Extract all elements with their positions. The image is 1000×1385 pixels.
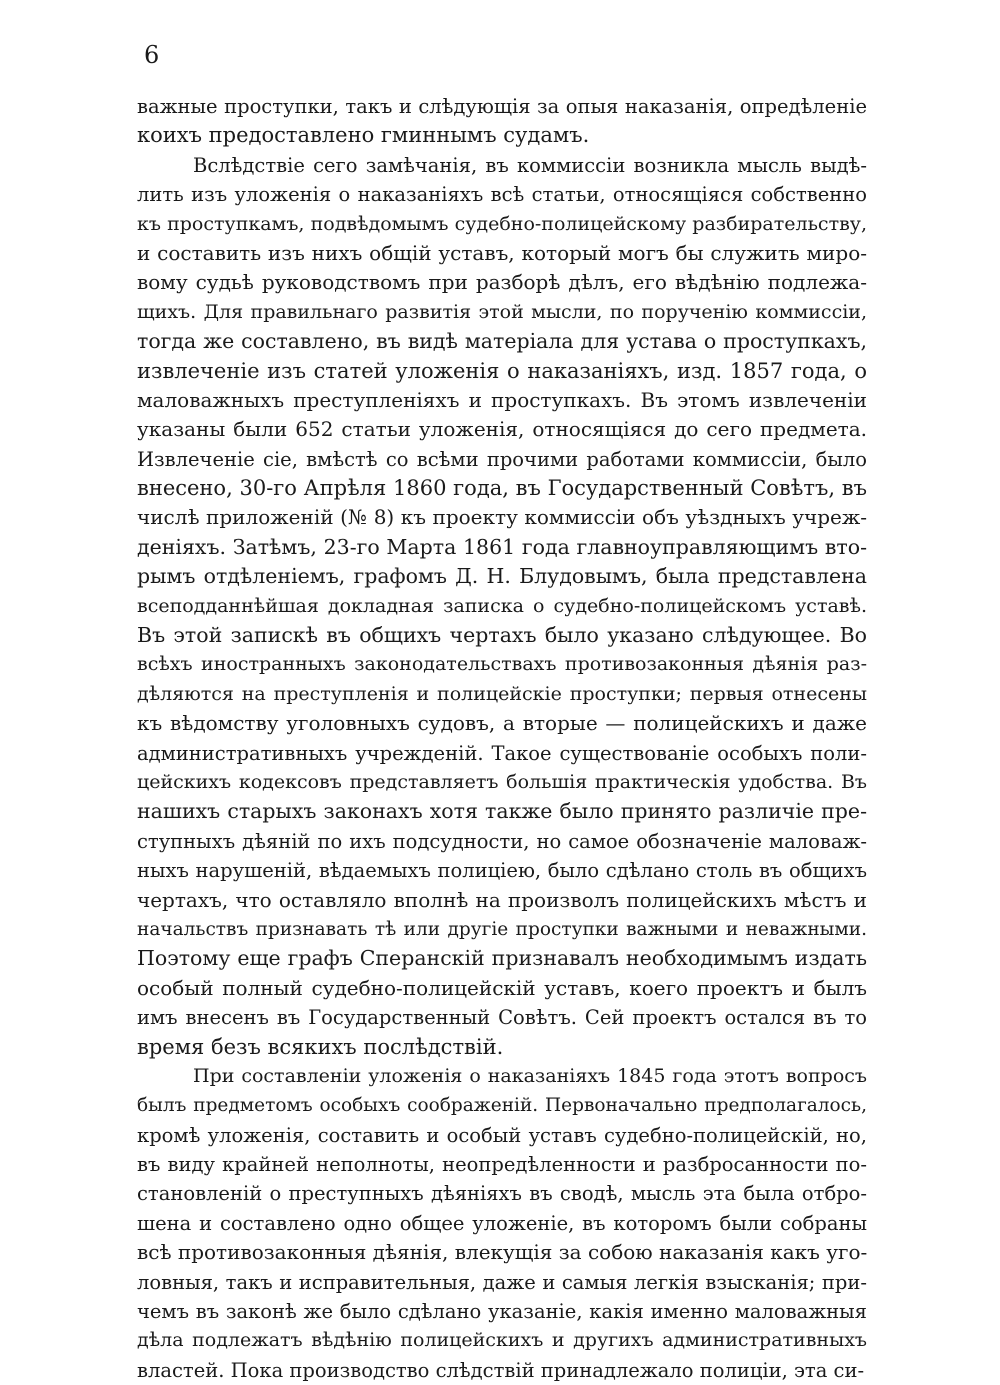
text-line: Вслѣдствіе сего замѣчанія, въ коммиссіи возникла мысль выдѣ-: [193, 153, 867, 177]
text-line: лить изъ уложенія о наказаніяхъ всѣ статьи, относящіяся собственно: [137, 183, 867, 207]
text-line: важные проступки, такъ и слѣдующія за опыя наказанія, опредѣленіе: [137, 95, 867, 118]
text-line: кромѣ уложенія, составить и особый уставъ судебно-полицейскій, но,: [137, 1123, 867, 1147]
text-line: цейскихъ кодексовъ представляетъ большія практическія удобства. Въ: [137, 770, 867, 793]
text-line: щихъ. Для правильнаго развитія этой мысли, по порученію коммиссіи,: [137, 300, 867, 323]
text-line: Извлеченіе сіе, вмѣстѣ со всѣми прочими работами коммиссіи, было: [137, 447, 867, 471]
paragraph: [137, 1062, 867, 1385]
text-line: особый полный судебно-полицейскій уставъ, коего проектъ и былъ: [137, 975, 867, 1000]
text-line: внесено, 30-го Апрѣля 1860 года, въ Государственный Совѣтъ, въ: [137, 476, 867, 501]
text-line: шена и составлено одно общее уложеніе, въ которомъ были собраны: [137, 1211, 867, 1235]
text-line: чемъ въ законѣ же было сдѣлано указаніе, какія именно маловажныя: [137, 1300, 867, 1324]
text-line: къ вѣдомству уголовныхъ судовъ, а вторые — полицейскихъ и даже: [137, 711, 867, 736]
paragraph: [137, 92, 867, 151]
text-line: чертахъ, что оставляло вполнѣ на произволъ полицейскихъ мѣстъ и: [137, 887, 867, 912]
text-line: извлеченіе изъ статей уложенія о наказаніяхъ, изд. 1857 года, о: [137, 358, 867, 383]
text-line: время безъ всякихъ послѣдствій.: [137, 1034, 504, 1059]
text-line: дѣла подлежатъ вѣдѣнію полицейскихъ и другихъ административныхъ: [137, 1329, 867, 1352]
text-line: становленій о преступныхъ дѣяніяхъ въ сводѣ, мысль эта была отбро-: [137, 1182, 867, 1206]
text-line: ступныхъ дѣяній по ихъ подсудности, но самое обозначеніе маловаж-: [137, 829, 867, 853]
text-line: къ проступкамъ, подвѣдомымъ судебно-полицейскому разбирательству,: [137, 212, 867, 235]
paragraph: [137, 151, 867, 1062]
text-line: маловажныхъ преступленіяхъ и проступкахъ. Въ этомъ извлеченіи: [137, 387, 867, 412]
text-line: числѣ приложеній (№ 8) къ проекту коммиссіи объ уѣздныхъ учреж-: [137, 505, 867, 530]
text-line: коихъ предоставлено гминнымъ судамъ.: [137, 123, 590, 148]
text-line: указаны были 652 статьи уложенія, относящіяся до сего предмета.: [137, 417, 867, 442]
text-line: всѣхъ иностранныхъ законодательствахъ противозаконныя дѣянія раз-: [137, 653, 867, 676]
text-line: всѣ противозаконныя дѣянія, влекущія за собою наказанія какъ уго-: [137, 1240, 867, 1265]
text-line: деніяхъ. Затѣмъ, 23-го Марта 1861 года главноуправляющимъ вто-: [137, 534, 867, 559]
text-line: начальствъ признавать тѣ или другіе проступки важными и неважными.: [137, 918, 867, 940]
text-line: При составленіи уложенія о наказаніяхъ 1845 года этотъ вопросъ: [193, 1064, 867, 1087]
text-line: всеподданнѣйшая докладная записка о судебно-полицейскомъ уставѣ.: [137, 594, 867, 617]
text-line: дѣляются на преступленія и полицейскіе проступки; первыя отнесены: [137, 682, 867, 705]
text-line: имъ внесенъ въ Государственный Совѣтъ. Сей проектъ остался въ то: [137, 1006, 867, 1030]
text-line: тогда же составлено, въ видѣ матеріала для устава о проступкахъ,: [137, 329, 867, 354]
text-line: ловныя, такъ и исправительныя, даже и самыя легкія взысканія; при-: [137, 1270, 867, 1294]
text-line: Въ этой запискѣ въ общихъ чертахъ было указано слѣдующее. Во: [137, 623, 867, 648]
page-number: 6: [144, 41, 160, 69]
text-line: ныхъ нарушеній, вѣдаемыхъ полиціею, было сдѣлано столь въ общихъ: [137, 859, 867, 883]
text-line: административныхъ учрежденій. Такое существованіе особыхъ поли-: [137, 741, 867, 765]
body-text: [137, 92, 867, 1385]
text-line: въ виду крайней неполноты, неопредѣленности и разбросанности по-: [137, 1153, 867, 1177]
text-line: властей. Пока производство слѣдствій принадлежало полиціи, эта си-: [137, 1358, 865, 1382]
text-line: нашихъ старыхъ законахъ хотя также было принято различіе пре-: [137, 799, 867, 824]
text-line: вому судьѣ руководствомъ при разборѣ дѣлъ, его вѣдѣнію подлежа-: [137, 270, 867, 295]
text-line: рымъ отдѣленіемъ, графомъ Д. Н. Блудовымъ, была представлена: [137, 564, 867, 589]
text-line: былъ предметомъ особыхъ соображеній. Первоначально предполагалось,: [137, 1095, 867, 1117]
text-line: Поэтому еще графъ Сперанскій признавалъ необходимымъ издать: [137, 946, 867, 971]
text-line: и составить изъ нихъ общій уставъ, который могъ бы служить миро-: [137, 240, 867, 265]
